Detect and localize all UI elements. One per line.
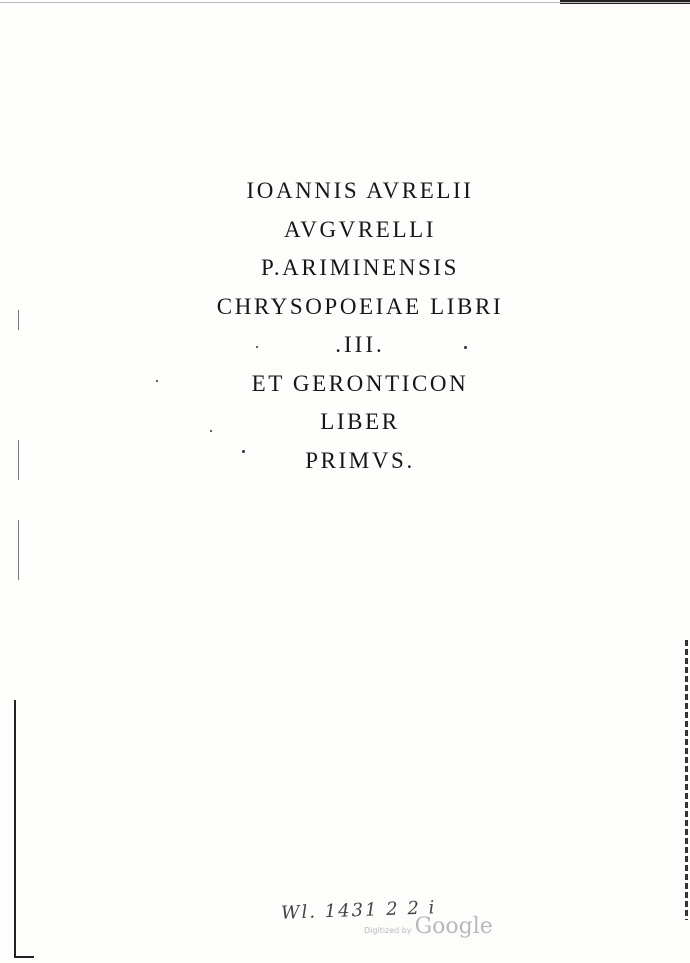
title-line-work: CHRYSOPOEIAE LIBRI <box>216 293 504 319</box>
watermark-prefix: Digitized by <box>364 926 412 935</box>
handwritten-shelfmark: Wl. 1431 2 2 i <box>280 897 437 924</box>
scan-left-edge <box>14 700 16 958</box>
digitized-watermark <box>364 914 493 939</box>
title-line-second-work: ET GERONTICON <box>251 370 469 396</box>
title-line-primus: PRIMVS. <box>305 447 415 473</box>
title-line-liber: LIBER <box>320 409 400 434</box>
title-line-author: IOANNIS AVRELII <box>246 178 474 203</box>
scan-right-edge <box>685 640 688 920</box>
title-line-book-count: .III. <box>335 332 385 357</box>
title-line-surname: AVGVRELLI <box>283 216 437 242</box>
google-logo: Google <box>414 914 493 939</box>
scan-top-edge <box>0 0 690 10</box>
title-line-origin: P.ARIMINENSIS <box>260 255 460 280</box>
scan-left-corner <box>14 956 34 958</box>
title-page-text <box>0 172 690 480</box>
